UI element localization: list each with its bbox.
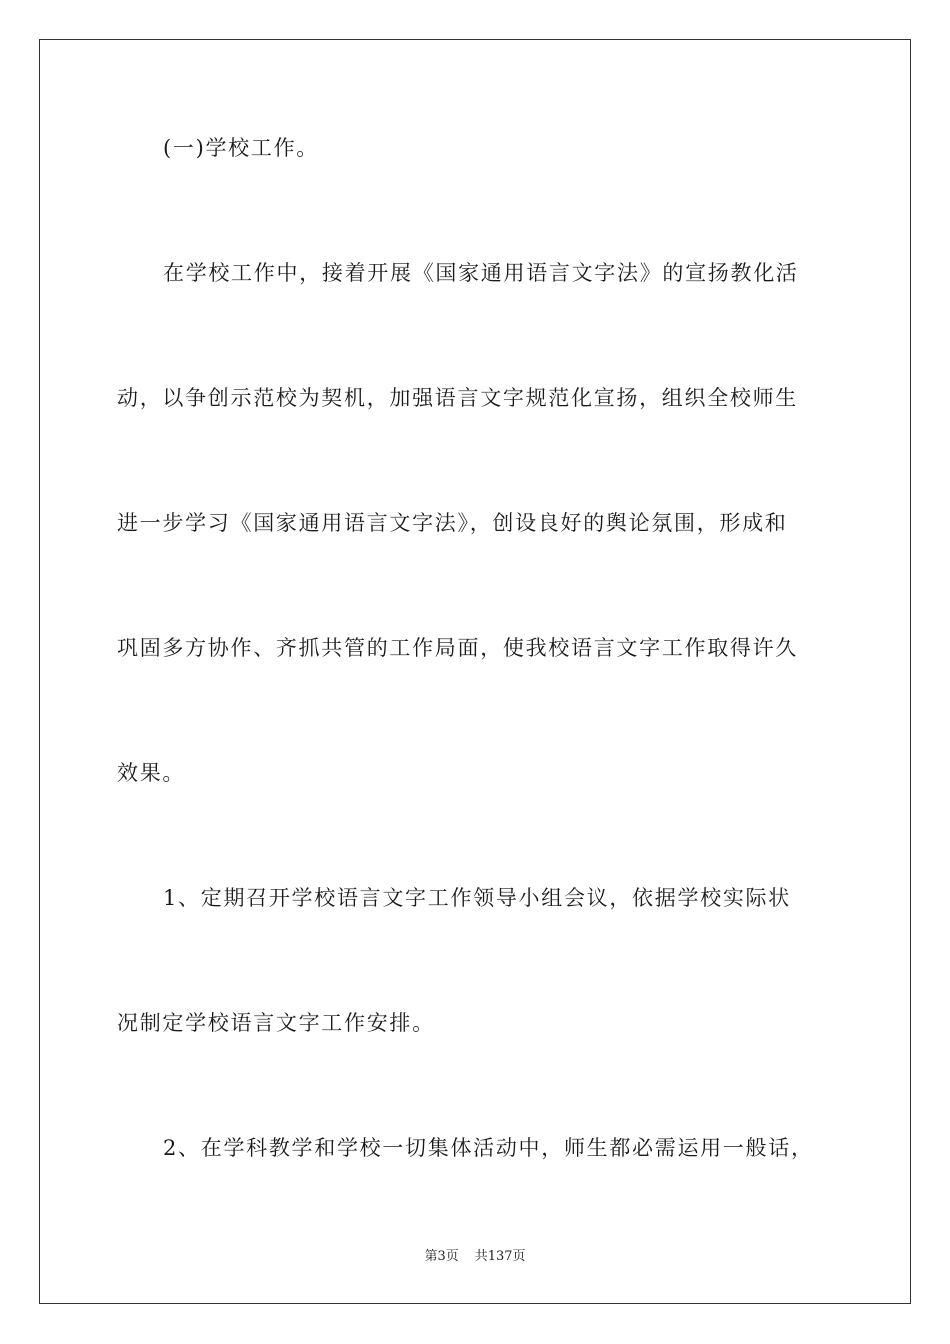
list-item-line: 1、定期召开学校语言文字工作领导小组会议，依据学校实际状 (163, 886, 791, 910)
page-number: 第3页 (424, 1249, 459, 1264)
section-heading: (一)学校工作。 (163, 136, 319, 160)
paragraph-line: 巩固多方协作、齐抓共管的工作局面，使我校语言文字工作取得许久 (117, 636, 798, 660)
paragraph-line: 进一步学习《国家通用语言文字法》，创设良好的舆论氛围，形成和 (117, 511, 788, 535)
list-item-line: 况制定学校语言文字工作安排。 (117, 1011, 435, 1035)
page-border (39, 39, 911, 1304)
page-footer (0, 1248, 950, 1266)
paragraph-line: 效果。 (117, 761, 186, 785)
paragraph-line: 动，以争创示范校为契机，加强语言文字规范化宣扬，组织全校师生 (117, 386, 798, 410)
paragraph-line: 在学校工作中，接着开展《国家通用语言文字法》的宣扬教化活 (163, 261, 799, 285)
page-total: 共137页 (474, 1249, 526, 1264)
list-item-line: 2、在学科教学和学校一切集体活动中，师生都必需运用一般话， (163, 1136, 814, 1160)
